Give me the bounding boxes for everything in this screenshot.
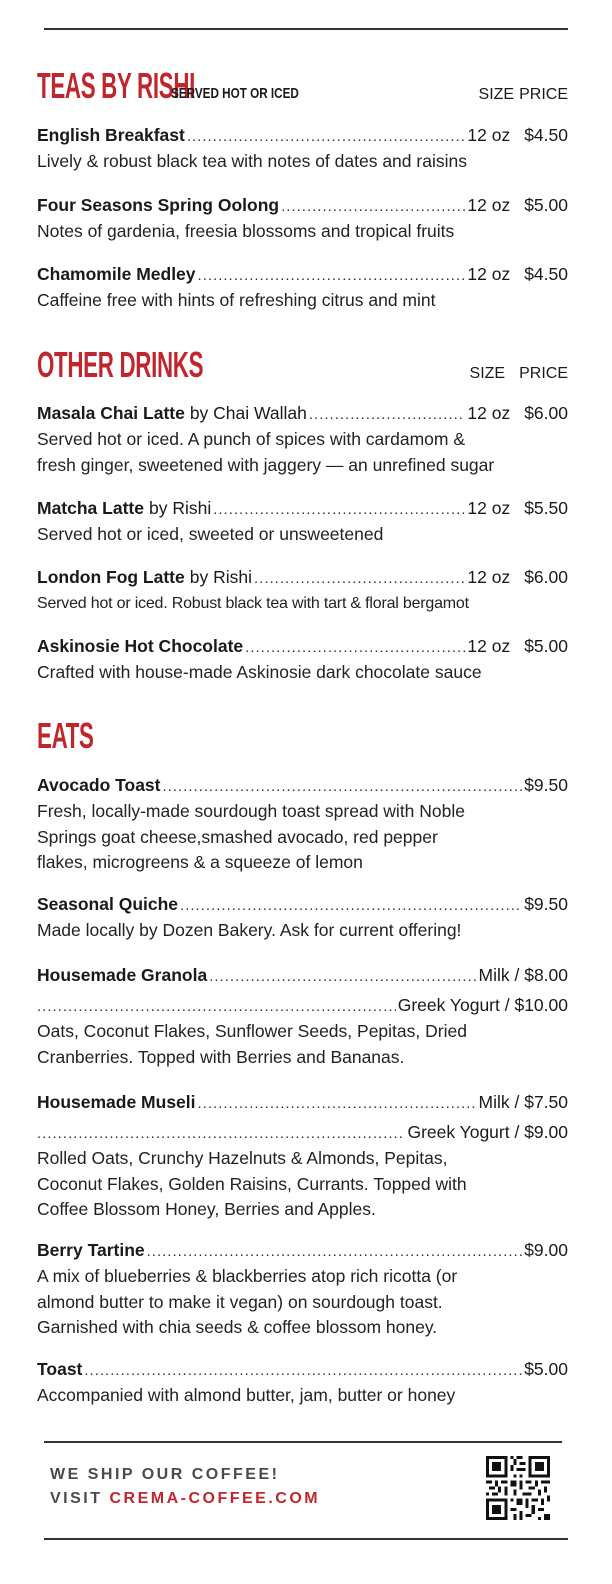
dot-leader xyxy=(187,124,466,149)
menu-item xyxy=(37,634,568,686)
item-name: Chamomile Medley xyxy=(37,264,196,284)
item-description-line: Accompanied with almond butter, jam, butter or honey xyxy=(37,1385,456,1405)
dot-leader xyxy=(213,497,465,522)
item-name: Four Seasons Spring Oolong xyxy=(37,195,280,215)
item-description-line: Springs goat cheese,smashed avocado, red pepper xyxy=(37,826,438,847)
menu-item xyxy=(37,1357,568,1409)
item-price: $6.00 xyxy=(524,567,568,587)
item-name: Berry Tartine xyxy=(37,1240,145,1260)
item-price-alt: Greek Yogurt / $9.00 xyxy=(407,1122,568,1142)
item-description: Caffeine free with hints of refreshing citrus and mint xyxy=(37,290,436,310)
item-size: 12 oz xyxy=(467,125,511,145)
teas-section-header xyxy=(37,64,568,104)
item-name: Seasonal Quiche xyxy=(37,894,179,914)
dot-leader xyxy=(180,893,522,918)
item-price: $9.00 xyxy=(524,1240,568,1260)
item-price: $5.00 xyxy=(524,636,568,656)
item-name: Toast xyxy=(37,1359,83,1379)
item-price-alt: Greek Yogurt / $10.00 xyxy=(397,995,568,1015)
dot-leader xyxy=(281,194,465,219)
column-price: PRICE xyxy=(519,86,568,103)
menu-item xyxy=(37,1090,568,1223)
menu-item xyxy=(37,773,568,876)
item-description-line: almond butter to make it vegan) on sourdough toast. xyxy=(37,1291,443,1312)
dot-leader xyxy=(84,1358,522,1383)
item-size: 12 oz xyxy=(467,636,511,656)
dot-leader xyxy=(209,964,476,989)
item-name: English Breakfast xyxy=(37,125,185,145)
item-description-line: Rolled Oats, Crunchy Hazelnuts & Almonds, Pepitas, xyxy=(37,1148,448,1168)
item-maker: by Chai Wallah xyxy=(189,403,307,423)
item-description-line: Crafted with house-made Askinosie dark chocolate sauce xyxy=(37,662,482,682)
menu-item xyxy=(37,193,568,245)
item-description-line: Coconut Flakes, Golden Raisins, Currants. Topped with xyxy=(37,1173,467,1194)
footer-website-link[interactable]: CREMA-COFFEE.COM xyxy=(109,1490,321,1507)
footer-visit-prefix: VISIT xyxy=(50,1490,110,1507)
item-size: 12 oz xyxy=(467,498,511,518)
menu-item xyxy=(37,963,568,1070)
dot-leader xyxy=(163,774,523,799)
footer-visit-line xyxy=(50,1490,320,1508)
menu-item xyxy=(37,1238,568,1341)
item-description-line: Fresh, locally-made sourdough toast spread with Noble xyxy=(37,801,465,821)
item-description: Notes of gardenia, freesia blossoms and tropical fruits xyxy=(37,221,455,241)
eats-section-title: EATS xyxy=(37,715,94,756)
item-name: Housemade Granola xyxy=(37,965,208,985)
item-price: $5.00 xyxy=(524,1359,568,1379)
eats-section-header xyxy=(37,714,568,754)
item-description-line: Made locally by Dozen Bakery. Ask for current offering! xyxy=(37,920,462,940)
item-description-line: Coffee Blossom Honey, Berries and Apples. xyxy=(37,1199,376,1219)
item-size: 12 oz xyxy=(467,264,511,284)
item-price: $5.50 xyxy=(524,498,568,518)
item-maker: by Rishi xyxy=(189,567,252,587)
dot-leader xyxy=(198,263,466,288)
item-name: Housemade Museli xyxy=(37,1092,196,1112)
menu-item xyxy=(37,892,568,944)
dot-leader xyxy=(37,994,396,1019)
item-price: $9.50 xyxy=(524,894,568,914)
dot-leader xyxy=(147,1239,523,1264)
menu-item xyxy=(37,262,568,314)
item-size: 12 oz xyxy=(467,567,511,587)
column-size: SIZE xyxy=(478,86,515,103)
qr-code-icon[interactable] xyxy=(486,1456,550,1520)
item-maker: by Rishi xyxy=(148,498,212,518)
item-size: 12 oz xyxy=(467,195,511,215)
item-description-line: Served hot or iced, sweeted or unsweetened xyxy=(37,524,384,544)
menu-item xyxy=(37,401,568,478)
item-price: $9.50 xyxy=(524,775,568,795)
item-description-line: A mix of blueberries & blackberries atop rich ricotta (or xyxy=(37,1266,458,1286)
item-description-line: Oats, Coconut Flakes, Sunflower Seeds, Pepitas, Dried xyxy=(37,1021,467,1041)
item-name: Matcha Latte xyxy=(37,498,144,518)
footer-divider-bottom xyxy=(44,1538,568,1540)
column-price: PRICE xyxy=(519,365,568,382)
footer-divider-top xyxy=(44,1441,562,1443)
teas-column-headers xyxy=(479,86,568,104)
item-name: Masala Chai Latte xyxy=(37,403,185,423)
dot-leader xyxy=(309,402,466,427)
teas-section-subtitle: SERVED HOT OR ICED xyxy=(171,85,299,102)
dot-leader xyxy=(198,1091,477,1116)
item-name: Avocado Toast xyxy=(37,775,161,795)
other-drinks-section-title: OTHER DRINKS xyxy=(37,344,204,385)
item-description-line: Garnished with chia seeds & coffee blossom honey. xyxy=(37,1317,438,1337)
item-size: 12 oz xyxy=(467,403,511,423)
item-price: Milk / $8.00 xyxy=(478,965,568,985)
menu-item xyxy=(37,565,568,617)
item-price: $4.50 xyxy=(524,264,568,284)
item-description-line: Served hot or iced. Robust black tea with tart & floral bergamot xyxy=(37,595,469,612)
item-name: London Fog Latte xyxy=(37,567,185,587)
column-size: SIZE xyxy=(469,365,506,382)
other-drinks-section-header xyxy=(37,343,568,383)
item-description: Lively & robust black tea with notes of dates and raisins xyxy=(37,151,467,171)
menu-item xyxy=(37,496,568,548)
item-price: $4.50 xyxy=(524,125,568,145)
item-description-line: Cranberries. Topped with Berries and Bananas. xyxy=(37,1046,405,1067)
item-description-line: Served hot or iced. A punch of spices with cardamom & xyxy=(37,429,465,449)
other-drinks-column-headers xyxy=(470,365,568,383)
teas-section-title: TEAS BY RISHI xyxy=(37,65,196,106)
item-description-line: fresh ginger, sweetened with jaggery — an unrefined sugar xyxy=(37,454,495,475)
item-price: Milk / $7.50 xyxy=(478,1092,568,1112)
footer-ship-text: WE SHIP OUR COFFEE! xyxy=(50,1466,280,1483)
item-description-line: flakes, microgreens & a squeeze of lemon xyxy=(37,852,363,872)
dot-leader xyxy=(254,566,465,591)
dot-leader xyxy=(245,635,465,660)
item-price: $5.00 xyxy=(524,195,568,215)
menu-item xyxy=(37,123,568,175)
dot-leader xyxy=(37,1121,405,1146)
top-divider xyxy=(44,28,568,30)
item-price: $6.00 xyxy=(524,403,568,423)
item-name: Askinosie Hot Chocolate xyxy=(37,636,244,656)
